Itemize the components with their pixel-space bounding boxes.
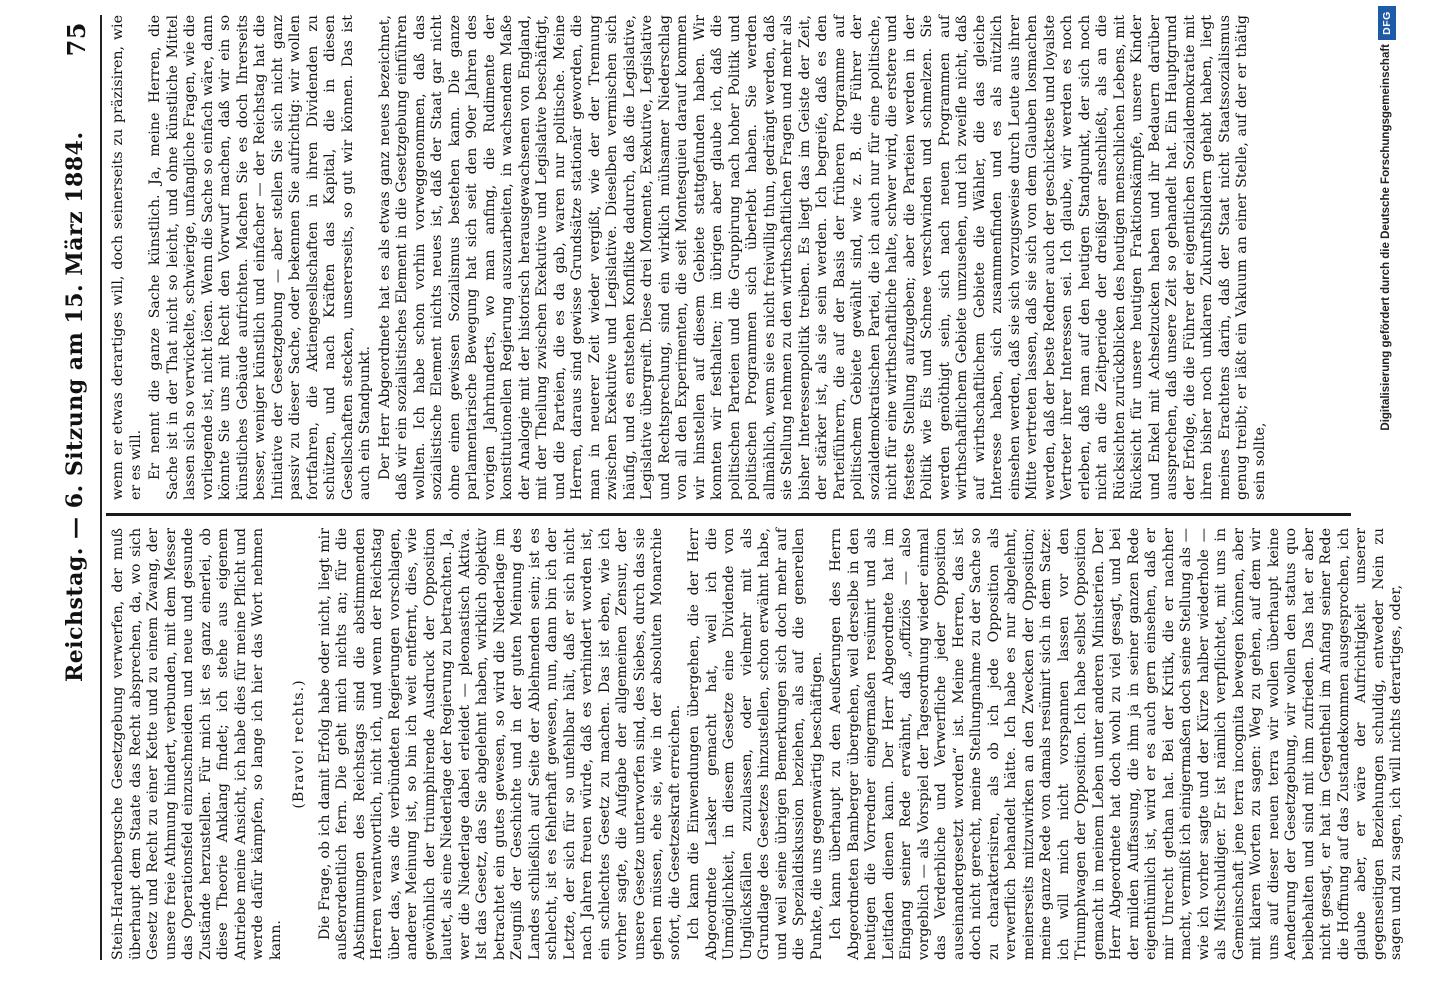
dfg-logo: DFG (1378, 6, 1396, 40)
paragraph: Ich kann die Einwendungen übergehen, die der Herr Abgeordnete Lasker gemacht hat, weil ich die Unmöglichkeit, in diesem Gesetze eine Dividende von Unglücksfällen zuzulassen, oder vielmehr mit als Grundlage des Gesetzes hinzustellen, schon erwähnt habe, und weil seine übrigen Bemerkungen sich doch mehr auf die Spezialdiskussion beziehen, als auf die generellen Punkte, die uns gegenwärtig beschäftigen. (686, 528, 825, 960)
page-number: 75 (62, 22, 91, 57)
credit-text: Digitalisierung gefördert durch die Deutsche Forschungsgemeinschaft (1380, 44, 1392, 431)
text-column-left (110, 528, 1404, 960)
page-title: Reichstag. — 6. Sitzung am 15. März 1884. (62, 131, 88, 682)
paragraph: Stein-Hardenbergsche Gesetzgebung verwerfen, der muß überhaupt dem Staate das Recht absprechen, da, wo sich Gesetz und Recht zu einer Kette und zu einem Zwang, der unsere freie Athmung hindert, verbunden, mit dem Messer das Operationsfeld einzuschneiden und neue und gesunde Zustände herzustellen. Für mich ist es ganz einerlei, ob diese Theorie Anklang findet; ich stehe aus eigenem Antriebe meine Ansicht, ich habe dies für meine Pflicht und werde dafür kämpfen, so lange ich hier das Wort nehmen kann. (110, 528, 284, 960)
paragraph: Er nennt die ganze Sache künstlich. Ja, meine Herren, die Sache ist in der That nicht so leicht, und ohne künstliche Mittel lassen sich so verwickelte, schwierige, unfangliche Fragen, wie die vorliegende ist, nicht lösen. Wenn die Sache so einfach wäre, dann könnte Sie uns mit Recht den Vorwurf machen, daß wir ein so künstliches Gebäude aufrichten. Machen Sie es doch Ihrerseits besser, weniger künstlich und einfacher — der Reichstag hat die Initiative der Gesetzgebung — aber stellen Sie sich nicht ganz passiv zu dieser Sache, oder bekennen Sie aufrichtig: wir wollen fortfahren, die Aktiengesellschaften in ihren Dividenden zu schützen, und nach Kräften das Kapital, die in diesen Gesellschaften stecken, unsererseits, so gut wir können. Das ist auch ein Standpunkt. (147, 15, 373, 500)
paragraph: Die Frage, ob ich damit Erfolg habe oder nicht, liegt mir außerordentlich fern. Die geht mich nichts an; für die Abstimmungen des Reichstags sind die abstimmenden Herren verantwortlich, nicht ich, und wenn der Reichstag über das, was die verbündeten Regierungen vorschlagen, anderer Meinung ist, so bin ich weit entfernt, dies, wie gewöhnlich der triumphirende Ausdruck der Opposition lautet, als eine Niederlage der Regierung zu betrachten. Ja, wer die Niederlage dabei erleidet — pleonastisch Aktiva. Ist das Gesetz, das Sie abgelehnt haben, wirklich objektiv betrachtet ein gutes gewesen, so wird die Niederlage im Zeugniß der Geschichte und in der guten Meinung des Landes schließlich auf Seite der Ablehnenden sein; ist es schlecht, ist es fehlerhaft gewesen, nun, dann bin ich der Letzte, der sich für so unfehlbar hält, daß er sich nicht nach Jahren freuen würde, daß es verhindert worden ist, ein schlechtes Gesetz zu machen. Das ist eben, wie ich vorher sagte, die Aufgabe der allgemeinen Zensur, der unsere Gesetze unterworfen sind, des Siebes, durch das sie gehen müssen, ehe sie, wie in der absoluten Monarchie sofort, die Gesetzeskraft erreichen. (316, 528, 683, 960)
text-column-right (110, 15, 1345, 500)
paragraph: Der Herr Abgeordnete hat es als etwas ganz neues bezeichnet, daß wir ein sozialistisches Element in die Gesetzgebung einführen wollten. Ich habe schon vorhin vorweggenommen, daß das sozialistische Element nichts neues ist, daß der Staat gar nicht ohne einen gewissen Sozialismus bestehen kann. Die ganze parlamentarische Bewegung hat sich seit den 90er Jahren des vorigen Jahrhunderts, wo man anfing, die Rudimente der konstitutionellen Regierung auszuarbeiten, in wachsendem Maße der Analogie mit der historisch herausgewachsenen von England, mit der Theilung zwischen Exekutive und Legislative beschäftigt, und die Parteien, die es da gab, waren nur politische. Meine Herren, daraus sind gewisse Grundsätze stationär geworden, die man in neuerer Zeit wieder vergißt, wie der der Trennung zwischen Exekutive und Legislative. Dieselben vermischen sich häufig, und es entstehen Konflikte dadurch, daß die Legislative, Legislative übergreift. Diese drei Momente, Exekutive, Legislative und Rechtsprechung, sind ein wirklich mühsamer Niederschlag von all den Experimenten, die seit Montesquieu darauf kommen wir hinstellen auf diesem Gebiete stattgefunden haben. Wir konnten wir festhalten; im übrigen aber glaube ich, daß die politischen Parteien und die Gruppirung nach hoher Politik und politischen Programmen sich überlebt haben. Sie werden allmählich, wenn sie es nicht freiwillig thun, gedrängt werden, daß sie Stellung nehmen zu den wirthschaftlichen Fragen und mehr als bisher Interessenpolitik treiben. Es liegt das im Geiste der Zeit, der stärker ist, als sie sein werden. Ich begreife, daß es den Parteiführern, die auf der Basis der früheren Programme auf politischem Gebiete gewählt sind, wie z. B. die Führer der sozialdemokratischen Partei, die ich auch nur für eine politische, nicht für eine wirthschaftliche halte, schwer wird, die erstere und festeste Stellung aufzugeben; aber die Parteien werden in der Politik wie Eis und Schnee verschwinden und schmelzen. Sie werden genöthigt sein, sich nach neuen Programmen auf wirthschaftlichem Gebiete umzusehen, und ich zweifle nicht, daß auf wirthschaftlichem Gebiete die Wähler, die das gleiche Interesse haben, sich zusammenfinden und es als nützlich einsehen werden, daß sie sich vorzugsweise durch Leute aus ihrer Mitte vertreten lassen, daß sie sich von dem Glauben losmachen werden, daß der beste Redner auch der geschickteste und loyalste Vertreter ihrer Interessen sei. Ich glaube, wir werden es noch erleben, daß man auf den heutigen Standpunkt, der sich noch nicht an die Zeitperiode der dreißiger anschließt, als an die Rücksichten zurückblicken des heutigen menschlichen Lebens, mit Rücksicht für unsere heutigen Fraktionskämpfe, unsere Kinder und Enkel mit Achselzucken haben und ihr Bedauern darüber aussprechen, daß unsere Zeit so gehandelt hat. Ein Hauptgrund der Erfolge, die die Führer der eigentlichen Sozialdemokratie mit ihren bisher noch unklaren Zukunftsbildern gehabt haben, liegt meines Erachtens darin, daß der Staat nicht Staatssozialismus genug treibt; er läßt ein Vakuum an einer Stelle, auf der er thätig sein sollte, (376, 15, 1268, 500)
column-divider (106, 513, 1351, 516)
applause-note: (Bravo! rechts.) (291, 679, 307, 809)
running-head (58, 0, 98, 1000)
paragraph: Ich kann überhaupt zu den Aeußerungen des Herrn Abgeordneten Bamberger übergehen, weil derselbe in den heutigen die Vorredner eingermaßen resümirt und als Leitfaden dienen kann. Der Herr Abgeordnete hat im Eingang seiner Rede erwähnt, daß „offiziös — also vorgeblich — als Vorspiel der Tagesordnung wieder einmal das Verderbliche und Verwerfliche jeder Opposition auseinandergesetzt worden“ ist. Meine Herren, das ist doch nicht gerecht, meine Stellungnahme zu der Sache so zu charakterisiren, als ob ich jede Opposition als verwerflich behandelt hätte. Ich habe es nur abgelehnt, meinerseits mitzuwirken an den Zwecken der Opposition; meine ganze Rede von damals resümirt sich in dem Satze: ich will mich nicht vorspannen lassen vor den Triumphwagen der Opposition. Ich habe selbst Opposition gemacht in meinem Leben unter anderen Ministerien. Der Herr Abgeordnete hat doch wohl zu viel gesagt, und bei der milden Auffassung, die ihm ja in seiner ganzen Rede eigenthümlich ist, wird er es auch gern einsehen, daß er mir Unrecht gethan hat. Bei der Kritik, die er nachher macht, vermißt ich einigermaßen doch seine Stellung als — wie ich vorher sagte und der Kürze halber wiederhole — als Mitschuldiger. Er ist nämlich verpflichtet, mit uns in Gemeinschaft jene terra incognita bewegen können, aber mit klaren Worten zu sagen: Weg zu gehen, auf dem wir uns auf dieser neuen terra wir wollen überhaupt keine Aenderung der Gesetzgebung, wir wollen den status quo beibehalten und sind mit ihm zufrieden. Das hat er aber nicht gesagt, er hat im Gegentheil im Anfang seiner Rede die Hoffnung auf das Zustandekommen ausgesprochen, ich glaube aber, er wäre der Aufrichtigkeit unserer gegenseitigen Beziehungen schuldig, entweder Nein zu sagen und zu sagen, ich will nichts derartiges, oder, (828, 528, 1404, 960)
digitization-credit (1378, 0, 1400, 1000)
paragraph: wenn er etwas derartiges will, doch seinerseits zu präzisiren, wie er es will. (110, 15, 144, 500)
header-rule (100, 15, 102, 960)
